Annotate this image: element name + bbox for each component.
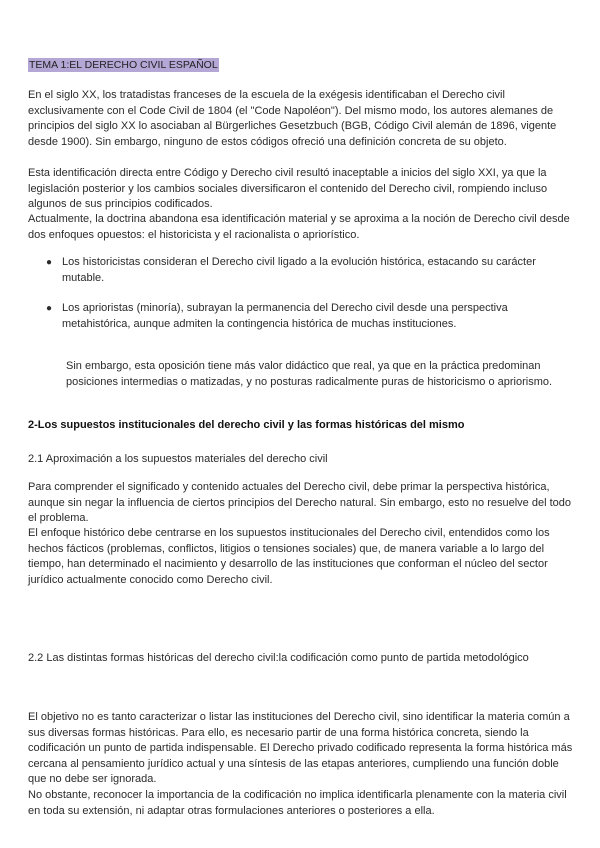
intro-paragraph-3: Actualmente, la doctrina abandona esa identificación material y se aproxima a la noción de Derecho civil desde dos enfoques opuestos: el historicista y el racionalista o apriorístico. bbox=[28, 213, 570, 241]
intro-paragraph-2: Esta identificación directa entre Código y Derecho civil resultó inaceptable a inicios del siglo XXI, ya que la legislación posterior y los cambios sociales diversificaron el contenido del Derecho civil, rompiendo incluso algunos de sus principios codificados. bbox=[28, 167, 548, 210]
document-title: TEMA 1:EL DERECHO CIVIL ESPAÑOL bbox=[29, 59, 218, 71]
subsection-2-1-paragraph-1: Para comprender el significado y contenido actuales del Derecho civil, debe primar la perspectiva histórica, aunque sin negar la influencia de ciertos principios del Derecho natural. Sin embargo, esto no resuelve del todo el problema. bbox=[28, 481, 572, 524]
subsection-2-1-paragraph-2: El enfoque histórico debe centrarse en los supuestos institucionales del Derecho civil, entendidos como los hechos fácticos (problemas, conflictos, litigios o tensiones sociales) que, de manera variable a lo largo del tiempo, han determinado el nacimiento y desarrollo de las instituciones que conforman el núcleo del sector jurídico actualmente conocido como Derecho civil. bbox=[28, 527, 550, 586]
bullet-aprioristas: Los aprioristas (minoría), subrayan la permanencia del Derecho civil desde una perspectiva metahistórica, aunque admiten la contingencia histórica de muchas instituciones. bbox=[62, 302, 508, 330]
subsection-2-1-heading: 2.1 Aproximación a los supuestos materiales del derecho civil bbox=[28, 453, 328, 465]
subsection-2-2-heading: 2.2 Las distintas formas históricas del derecho civil:la codificación como punto de partida metodológico bbox=[28, 652, 529, 664]
subsection-2-2-paragraph-1: El objetivo no es tanto caracterizar o listar las instituciones del Derecho civil, sino identificar la materia común a sus diversas formas históricas. Para ello, es necesario partir de una forma histórica concreta, siendo la codificación un punto de partida indispensable. El Derecho privado codificado representa la forma histórica más cercana al pensamiento jurídico actual y una síntesis de las etapas anteriores, cumpliendo una función doble que no debe ser ignorada. bbox=[28, 711, 573, 785]
indented-note: Sin embargo, esta oposición tiene más valor didáctico que real, ya que en la práctica predominan posiciones intermedias o matizadas, y no posturas radicalmente puras de historicismo o apriorismo. bbox=[66, 360, 553, 388]
bullet-icon: ● bbox=[46, 303, 53, 314]
intro-paragraph-1: En el siglo XX, los tratadistas franceses de la escuela de la exégesis identificaban el Derecho civil exclusivamente con el Code Civil de 1804 (el "Code Napoléon"). Del mismo modo, los autores alemanes de principios del siglo XX lo asociaban al Bürgerliches Gesetzbuch (BGB, Código Civil alemán de 1896, vigente desde 1900). Sin embargo, ninguno de estos códigos ofreció una definición concreta de su objeto. bbox=[28, 89, 557, 148]
bullet-icon: ● bbox=[46, 257, 53, 268]
section-2-heading: 2-Los supuestos institucionales del derecho civil y las formas históricas del mismo bbox=[28, 419, 465, 431]
subsection-2-2-paragraph-2: No obstante, reconocer la importancia de la codificación no implica identificarla plenamente con la materia civil en toda su extensión, ni adaptar otras formulaciones anteriores o posteriores a ella. bbox=[28, 789, 567, 817]
bullet-historicistas: Los historicistas consideran el Derecho civil ligado a la evolución histórica, estacando su carácter mutable. bbox=[62, 256, 536, 284]
